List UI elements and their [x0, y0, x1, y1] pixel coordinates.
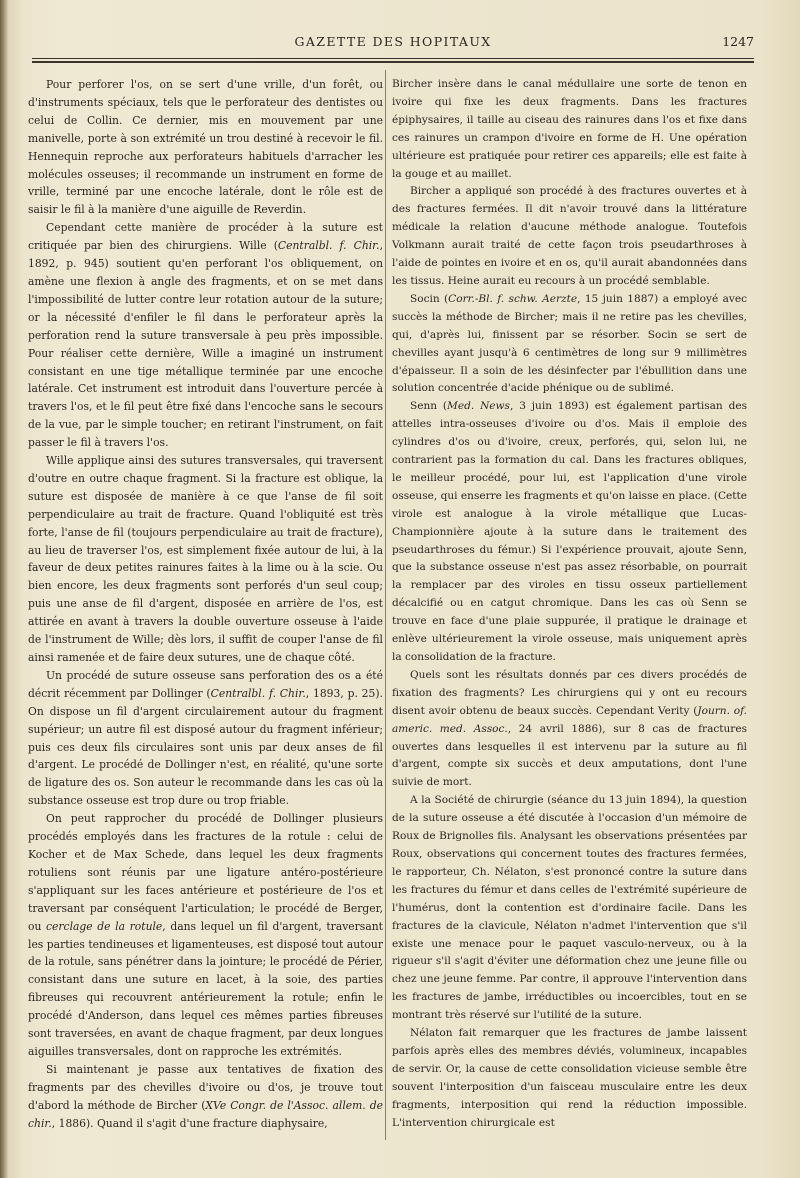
text-run: , 1893, p. 25). On dispose un fil d'argent circulairement autour du fragment supérieur; un autre fil est disposé autour du fragment inférieur; puis ces deux fils circulaires sont unis par deux anses de fil d'argent. Le procédé de Dollinger n'est, en réalité, qu'une sorte de ligature des os. Son auteur le recommande dans les cas où la substance osseuse est trop dure ou trop friable.	[28, 686, 383, 808]
text-run: On peut rapprocher du procédé de Dollinger plusieurs procédés employés dans les fractures de la rotule : celui de Kocher et de Max Schede, dans lequel les deux fragments rotuliens sont réunis par une ligature antéro-postérieure s'appliquant sur les faces antérieure et postérieure de l'os et traversant par conséquent l'articulation; le procédé de Berger, ou	[28, 812, 383, 933]
paragraph	[392, 398, 747, 667]
paragraph	[392, 291, 747, 398]
text-run: Si maintenant je passe aux tentatives de fixation des fragments par des chevilles d'ivoire ou d'os, je trouve tout d'abord la méthode de Bircher (	[28, 1062, 383, 1112]
column-divider	[385, 70, 386, 1140]
text-run: Cependant cette manière de procéder à la suture est critiquée par bien des chirurgiens. Wille (	[28, 221, 383, 253]
paragraph	[392, 667, 747, 792]
text-run: Socin (	[410, 292, 449, 305]
text-run: Nélaton fait remarquer que les fractures de jambe laissent parfois après elles des membres déviés, volumineux, incapables de servir. Or, la cause de cette consolidation vicieuse semble être souvent l'interposition d'un faisceau musculaire entre les deux fragments, interposition qui rend la réduction impossible. L'intervention chirurgicale est	[392, 1027, 747, 1129]
paragraph	[392, 76, 747, 183]
paragraph	[28, 76, 383, 219]
text-run: , 24 avril 1886), sur 8 cas de fractures ouvertes dans lesquelles il est intervenu par la suture au fil d'argent, compte six succès et deux amputations, dont l'une suivie de mort.	[392, 722, 747, 789]
text-run: Quels sont les résultats donnés par ces divers procédés de fixation des fragments? Les chirurgiens qui y ont eu recours disent avoir obtenu de beaux succès. Cependant Verity (	[392, 668, 747, 717]
page-number: 1247	[722, 34, 754, 49]
header-rule-thin	[32, 58, 754, 59]
citation-italic: Centralbl. f. Chir.	[210, 686, 306, 700]
header-rule-thick	[32, 61, 754, 63]
text-run: , 3 juin 1893) est également partisan des attelles intra-osseuses d'ivoire ou d'os. Mais il emploie des cylindres d'os ou d'ivoire, creux, perforés, qui, selon lui, ne contrarient pas la formation du cal. Dans les fractures obliques, le meilleur procédé, pour lui, est l'application d'une virole osseuse, qui enserre les fragments et qu'on laisse en place. (Cette virole est analogue à la virole métallique que Lucas-Championnière ajoute à la suture dans le traitement des pseudarthroses du fémur.) Si l'expérience prouvait, ajoute Senn, que la substance osseuse n'est pas assez résorbable, on pourrait la remplacer par des viroles en tissu osseux partiellement décalcifié ou en catgut chromique. Dans les cas où Senn se trouve en face d'une plaie suppurée, il pratique le drainage et enlève ultérieurement la virole osseuse, mais uniquement après la consolidation de la fracture.	[392, 400, 747, 663]
citation-italic: Journ. of. americ. med. Assoc.	[392, 704, 747, 735]
text-run: , 1892, p. 945) soutient qu'en perforant l'os obliquement, on amène une flexion à angle des fragments, et on se met dans l'impossibilité de lutter contre leur rotation autour de la suture; or la nécessité d'enfiler le fil dans le perforateur après la perforation rend la suture transversale à peu près impossible. Pour réaliser cette dernière, Wille a imaginé un instrument consistant en une tige métallique terminée par une encoche latérale. Cet instrument est introduit dans l'ouverture percée à travers l'os, et le fil peut être fixé dans l'encoche sans le secours de la vue, par le simple toucher; en retirant l'instrument, on fait passer le fil à travers l'os.	[28, 239, 383, 450]
citation-italic: cerclage de la rotule	[46, 919, 163, 933]
citation-italic: Centralbl. f. Chir.	[277, 239, 380, 253]
text-run: Senn (	[410, 400, 448, 413]
paragraph	[28, 1061, 383, 1133]
text-run: Pour perforer l'os, on se sert d'une vrille, d'un forêt, ou d'instruments spéciaux, tels que le perforateur des dentistes ou celui de Collin. Ce dernier, mis en mouvement par une manivelle, porte à son extrémité un trou destiné à recevoir le fil. Hennequin reproche aux perforateurs habituels d'arracher les molécules osseuses; il recommande un instrument en forme de vrille, terminé par une encoche latérale, dont le rôle est de saisir le fil à la manière d'une aiguille de Reverdin.	[28, 78, 383, 217]
paragraph	[392, 792, 747, 1025]
citation-italic: Med. News	[447, 400, 510, 413]
paragraph	[28, 810, 383, 1061]
left-column	[28, 76, 383, 1136]
right-column	[392, 76, 747, 1136]
text-run: , 1886). Quand il s'agit d'une fracture diaphysaire,	[51, 1116, 328, 1130]
text-run: , 15 juin 1887) a employé avec succès la méthode de Bircher; mais il ne retire pas les chevilles, qui, d'après lui, finissent par se résorber. Socin se sert de chevilles ayant jusqu'à 6 centimètres de long sur 9 millimètres d'épaisseur. Il a soin de les désinfecter par l'ébullition dans une solution concentrée d'acide phénique ou de sublimé.	[392, 292, 747, 395]
paragraph	[28, 219, 383, 452]
citation-italic: XVe Congr. de l'Assoc. allem. de chir.	[28, 1098, 383, 1130]
text-run: Un procédé de suture osseuse sans perforation des os a été décrit récemment par Dollinger (	[28, 668, 383, 700]
paragraph	[392, 183, 747, 290]
text-run: Bircher insère dans le canal médullaire une sorte de tenon en ivoire qui fixe les deux fragments. Dans les fractures épiphysaires, il taille au ciseau des rainures dans l'os et fixe dans ces rainures un crampon d'ivoire en forme de H. Une opération ultérieure est pratiquée pour retirer ces appareils; elle est faite à la gouge et au maillet.	[392, 78, 747, 180]
paragraph	[28, 452, 383, 667]
text-run: A la Société de chirurgie (séance du 13 juin 1894), la question de la suture osseuse a été discutée à l'occasion d'un mémoire de Roux de Brignolles fils. Analysant les observations présentées par Roux, observations qui concernent toutes des fractures fermées, le rapporteur, Ch. Nélaton, s'est prononcé contre la suture dans les fractures du fémur et dans celles de l'extrémité supérieure de l'humérus, dont la contention est d'ordinaire facile. Dans les fractures de la clavicule, Nélaton n'admet l'intervention que s'il existe une menace pour le paquet vasculo-nerveux, ou à la rigueur s'il s'agit d'éviter une déformation chez une jeune fille ou chez une jeune femme. Par contre, il approuve l'intervention dans les fractures de jambe, irréductibles ou incoercibles, tout en se montrant très réservé sur l'utilité de la suture.	[392, 794, 747, 1022]
page-header	[32, 30, 754, 56]
binding-edge	[0, 0, 8, 1178]
text-run: , dans lequel un fil d'argent, traversant les parties tendineuses et ligamenteuses, est disposé tout autour de la rotule, sans pénétrer dans la jointure; le procédé de Périer, consistant dans une suture en lacet, à la soie, des parties fibreuses qui recouvrent antérieurement la rotule; enfin le procédé d'Anderson, dans lequel ces mêmes parties fibreuses sont traversées, en avant de chaque fragment, par deux longues aiguilles transversales, dont on rapproche les extrémités.	[28, 919, 383, 1058]
text-run: Wille applique ainsi des sutures transversales, qui traversent d'outre en outre chaque fragment. Si la fracture est oblique, la suture est disposée de manière à ce que l'anse de fil soit perpendiculaire au trait de fracture. Quand l'obliquité est très forte, l'anse de fil (toujours perpendiculaire au trait de fracture), au lieu de traverser l'os, est simplement fixée autour de lui, à la faveur de deux petites rainures faites à la lime ou à la scie. Ou bien encore, les deux fragments sont perforés d'un seul coup; puis une anse de fil d'argent, disposée en arrière de l'os, est attirée en avant à travers la double ouverture osseuse à l'aide de l'instrument de Wille; dès lors, il suffit de couper l'anse de fil ainsi ramenée et de faire deux sutures, une de chaque côté.	[28, 454, 383, 664]
text-run: Bircher a appliqué son procédé à des fractures ouvertes et à des fractures fermées. Il dit n'avoir trouvé dans la littérature médicale la relation d'aucune méthode analogue. Toutefois Volkmann aurait traité de cette façon trois pseudarthroses à l'aide de pointes en ivoire et en os, qu'il aurait abandonnées dans les tissus. Heine aurait eu recours à un procédé semblable.	[392, 185, 747, 287]
citation-italic: Corr.-Bl. f. schw. Aerzte	[448, 292, 578, 305]
running-title: GAZETTE DES HOPITAUX	[294, 34, 492, 49]
paragraph	[28, 667, 383, 810]
paragraph	[392, 1025, 747, 1132]
